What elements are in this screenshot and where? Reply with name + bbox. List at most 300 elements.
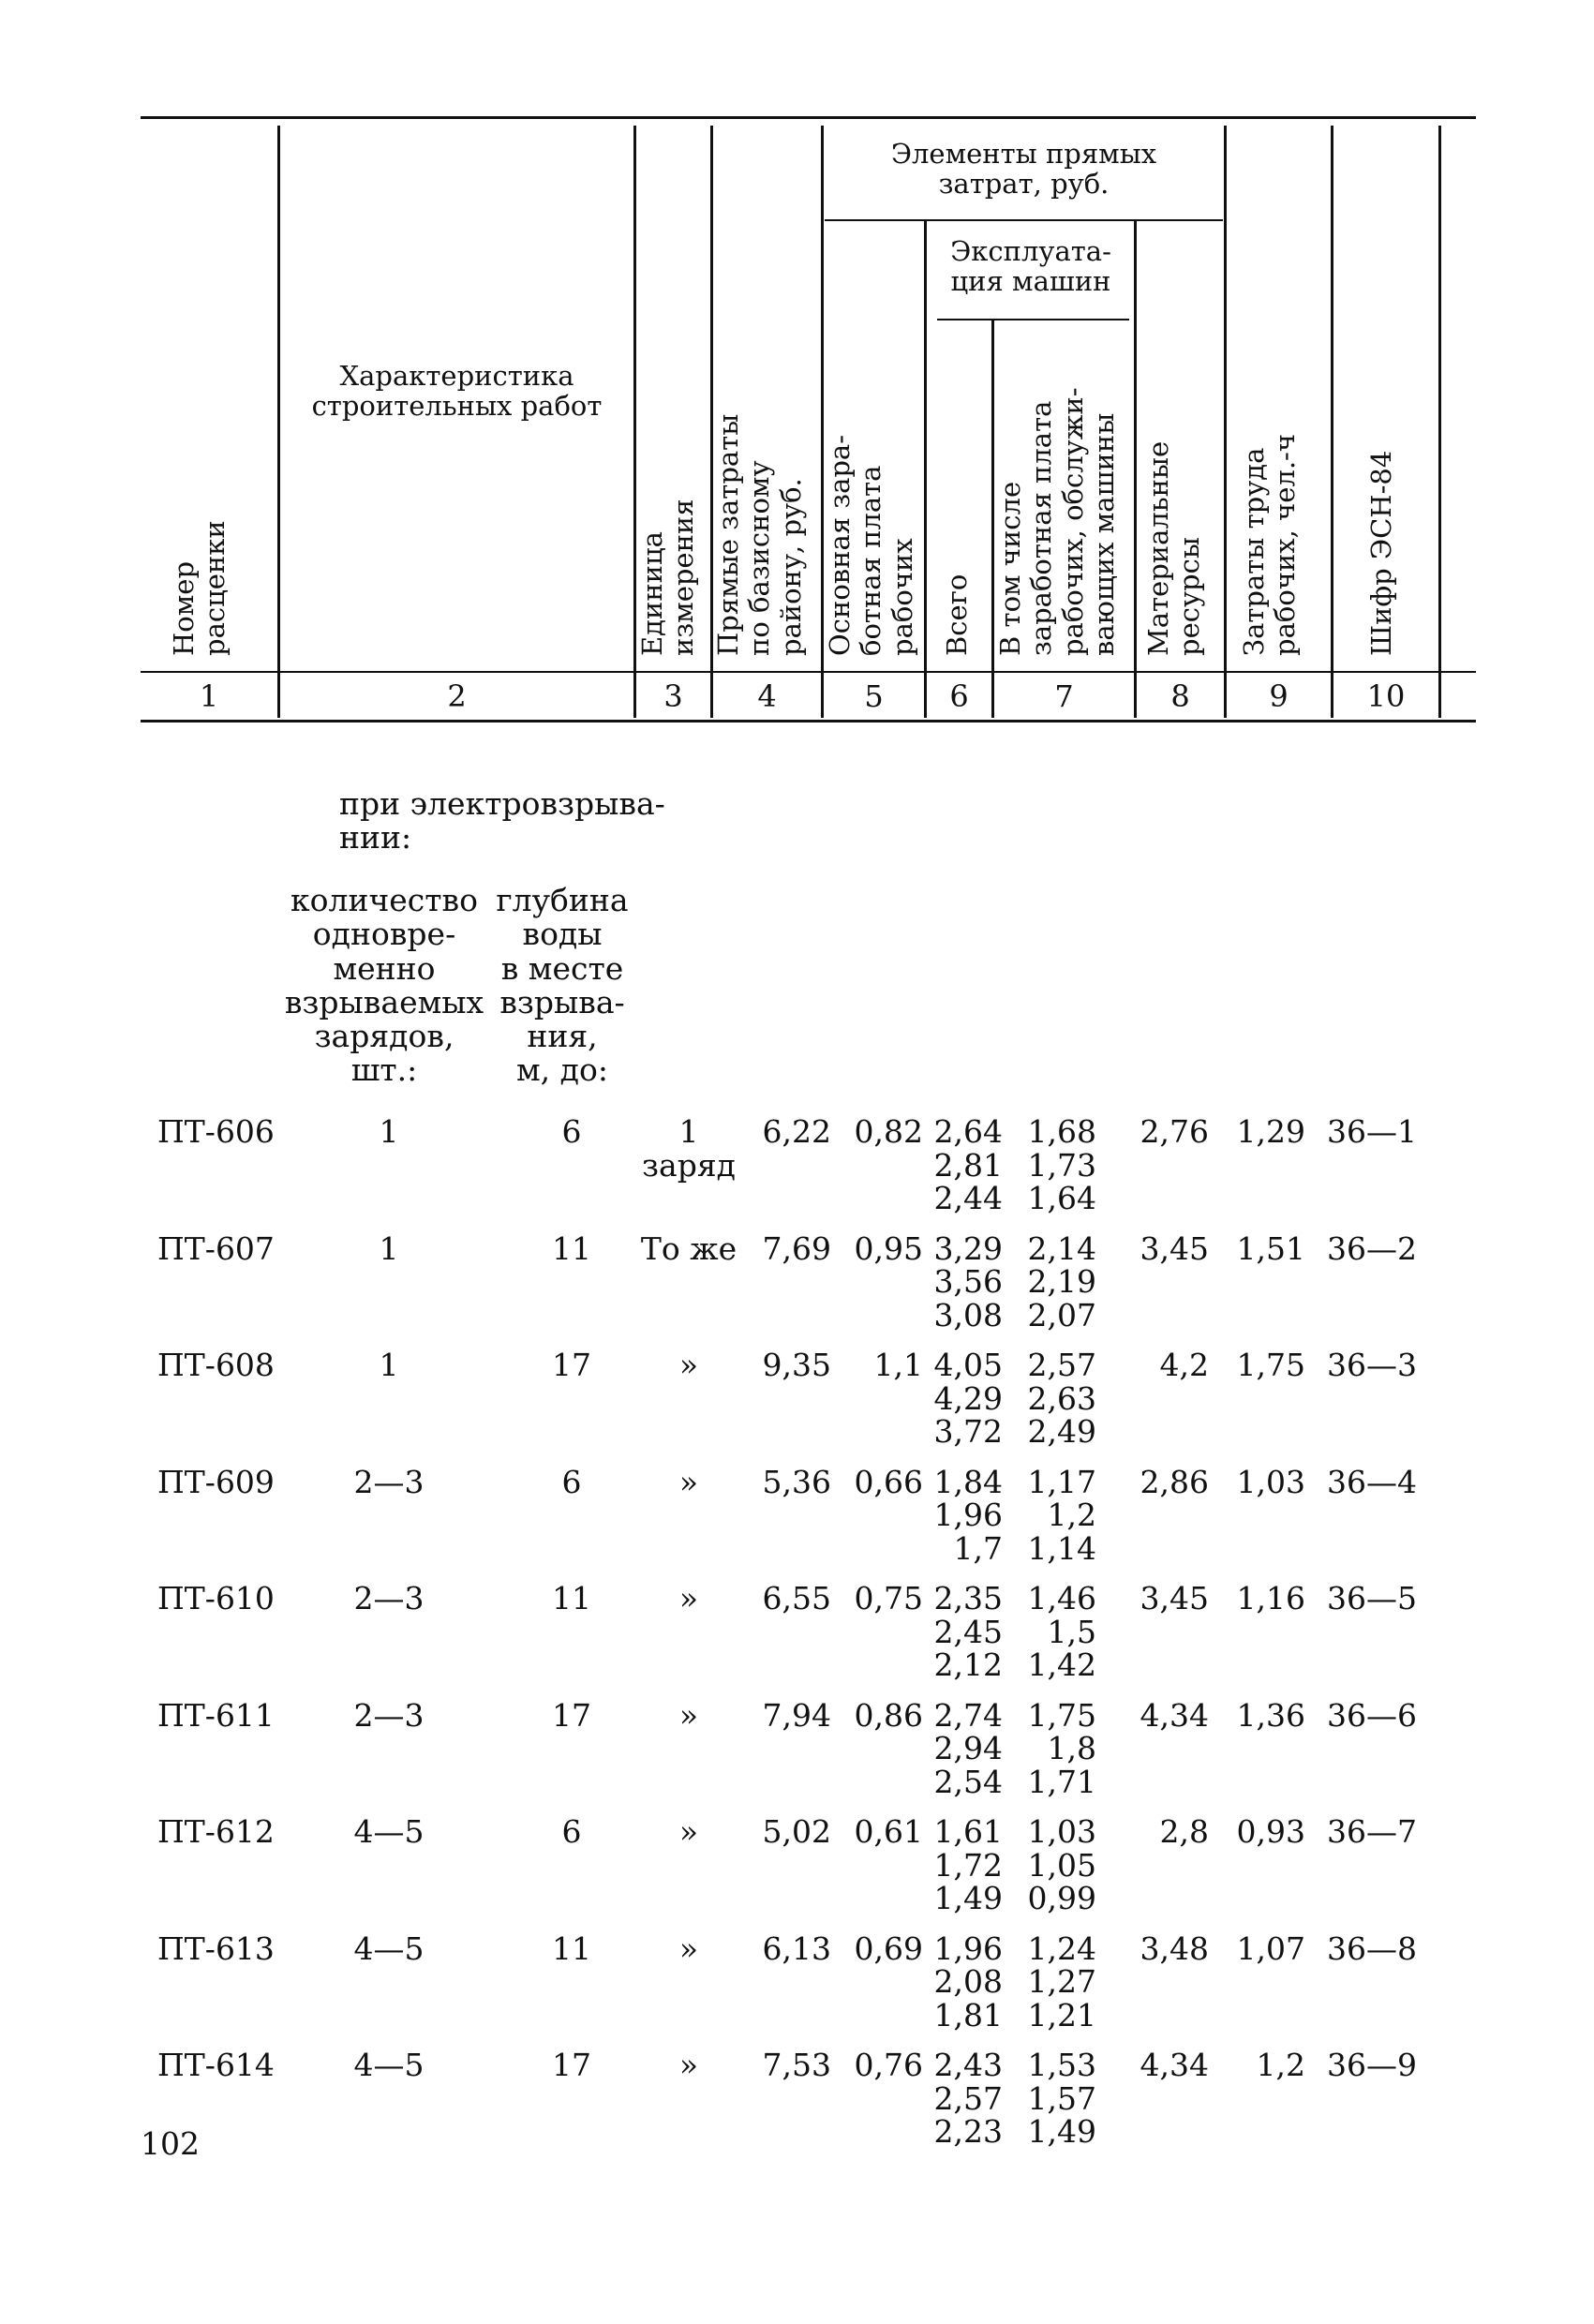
header-unit-line: измерения (667, 499, 700, 656)
cell-depth (525, 1696, 618, 1734)
cell-line: 1,03 (1236, 1463, 1305, 1500)
header-labor (1239, 434, 1302, 656)
intro-sub-line: м, до: (516, 1051, 608, 1089)
cell-depth (525, 1348, 618, 1382)
cell-line: 1,36 (1236, 1696, 1305, 1734)
cell-direct (745, 1463, 831, 1500)
cell-line: 11 (552, 1580, 591, 1616)
cell-labor (1216, 1815, 1305, 1849)
cell-wage (839, 1696, 923, 1734)
cell-unit (637, 1696, 740, 1734)
column-number: 5 (864, 678, 884, 714)
cell-line: 6,22 (762, 1113, 831, 1150)
column-number: 7 (1054, 678, 1074, 714)
cell-line: ПТ-614 (157, 2047, 275, 2083)
intro-sub-line: одновре- (312, 916, 456, 953)
header-machine-operation-line: Эксплуата- (950, 235, 1111, 267)
cell-mat (1120, 1115, 1209, 1149)
cell-direct (745, 1115, 831, 1149)
cell-wage (839, 1582, 923, 1616)
header-machine-operator-wage-line: вающих машины (1088, 412, 1121, 656)
cell-line: 36—3 (1327, 1347, 1417, 1383)
cell-line: 3,45 (1140, 1580, 1209, 1616)
table-top-rule (141, 116, 1476, 119)
cell-depth (525, 1582, 618, 1616)
intro-charges-count (281, 884, 487, 1088)
cell-mwage (1017, 2048, 1096, 2149)
cell-line: 2,23 (933, 2113, 1003, 2151)
cell-line: 2,43 (933, 2047, 1003, 2083)
cell-line: 1,71 (1027, 1763, 1096, 1800)
cell-qty (319, 2048, 459, 2082)
cell-total (928, 1115, 1003, 1215)
col-divider-8 (1224, 126, 1227, 718)
header-direct-elements-line: Элементы прямых (890, 138, 1157, 170)
header-esn-code-line: Шифр ЭСН-84 (1365, 450, 1397, 656)
cell-line: 0,75 (854, 1580, 923, 1616)
column-number: 4 (757, 678, 777, 714)
cell-line: 9,35 (762, 1347, 831, 1383)
header-direct-elements-line: затрат, руб. (938, 168, 1110, 201)
cell-direct (745, 1815, 831, 1849)
cell-qty (319, 1582, 459, 1616)
col-divider-5 (924, 221, 927, 718)
cell-line: ПТ-607 (157, 1229, 275, 1267)
cell-direct (745, 1582, 831, 1616)
cell-line: 36—2 (1327, 1229, 1417, 1267)
cell-line: 2,74 (933, 1696, 1003, 1734)
numbers-bottom-rule (141, 720, 1476, 723)
intro-sub-line: взрываемых (284, 983, 484, 1020)
header-base-wage (825, 435, 918, 656)
cell-line: 2,07 (1027, 1296, 1096, 1333)
cell-line: 1,51 (1236, 1229, 1305, 1267)
intro-sub-line: шт.: (350, 1051, 418, 1089)
cell-mat (1120, 2048, 1209, 2082)
cell-esn (1304, 1348, 1417, 1382)
col-divider-7 (1134, 221, 1137, 718)
cell-line: 0,95 (854, 1229, 923, 1267)
cell-direct (745, 1348, 831, 1382)
cell-line: 36—5 (1327, 1580, 1417, 1616)
cell-line: 1,73 (1027, 1146, 1096, 1184)
cell-line: 1,27 (1027, 1963, 1096, 2001)
header-direct-costs-line: району, руб. (774, 478, 807, 656)
header-esn-code (1366, 451, 1397, 656)
cell-unit (637, 1929, 740, 1967)
cell-direct (745, 2048, 831, 2082)
cell-line: 1,7 (953, 1529, 1003, 1567)
cell-mwage (1017, 1115, 1096, 1215)
cell-line: ПТ-609 (157, 1463, 275, 1500)
cell-line: 2,54 (933, 1763, 1003, 1800)
intro-line: нии: (339, 819, 412, 857)
cell-line: » (678, 2047, 699, 2083)
cell-line: 2,86 (1140, 1463, 1209, 1500)
cell-qty (319, 1229, 459, 1267)
intro-sub-line: воды (522, 916, 603, 953)
cell-wage (839, 1929, 923, 1967)
cell-line: 1,07 (1236, 1929, 1305, 1967)
cell-esn (1304, 1229, 1417, 1267)
cell-mat (1120, 1929, 1209, 1967)
cell-line: 2,19 (1027, 1263, 1096, 1301)
cell-qty (319, 1348, 459, 1382)
cell-labor (1216, 1463, 1305, 1500)
cell-mwage (1017, 1229, 1096, 1333)
cell-unit (637, 1348, 740, 1382)
cell-code (157, 1229, 289, 1267)
cell-total (928, 2048, 1003, 2149)
cell-esn (1304, 1115, 1417, 1149)
cell-code (157, 1348, 289, 1382)
header-machine-operation (930, 236, 1132, 297)
column-number: 1 (199, 678, 219, 714)
cell-line: 2,44 (933, 1180, 1003, 1217)
cell-esn (1304, 1696, 1417, 1734)
cell-direct (745, 1929, 831, 1967)
cell-mat (1120, 1582, 1209, 1616)
cell-line: 4—5 (353, 1929, 425, 1967)
column-number: 8 (1170, 678, 1190, 714)
header-direct-costs-line: Прямые затраты (712, 413, 744, 656)
cell-esn (1304, 2048, 1417, 2082)
cell-mat (1120, 1463, 1209, 1500)
cell-esn (1304, 1929, 1417, 1967)
cell-line: 0,99 (1027, 1880, 1096, 1917)
header-machines-total-line: Всего (941, 574, 973, 656)
header-characteristics (281, 361, 633, 422)
intro-line: при электровзрыва- (339, 785, 665, 822)
cell-line: 1,2 (1047, 1497, 1096, 1534)
cell-line: 6,55 (762, 1580, 831, 1616)
header-labor-line: Затраты труда (1238, 447, 1270, 656)
cell-line: 2,81 (933, 1146, 1003, 1184)
cell-line: ПТ-613 (157, 1929, 275, 1967)
cell-line: 2,12 (933, 1646, 1003, 1684)
cell-line: » (678, 1696, 699, 1734)
cell-line: 6 (561, 1463, 582, 1500)
cell-line: 2—3 (353, 1580, 425, 1616)
cell-depth (525, 1229, 618, 1267)
cell-line: 1,96 (933, 1497, 1003, 1534)
column-number: 6 (949, 678, 969, 714)
cell-line: 2,8 (1159, 1813, 1209, 1850)
cell-line: 0,66 (854, 1463, 923, 1500)
cell-line: 0,69 (854, 1929, 923, 1967)
cell-line: 2,57 (933, 2079, 1003, 2117)
cell-total (928, 1582, 1003, 1682)
cell-line: 2—3 (353, 1696, 425, 1734)
cell-wage (839, 1229, 923, 1267)
cell-unit (637, 1115, 740, 1182)
cell-line: 5,36 (762, 1463, 831, 1500)
cell-line: 17 (552, 2047, 591, 2083)
cell-line: 1,96 (933, 1929, 1003, 1967)
intro-sub-line: менно (333, 949, 436, 987)
cell-line: 1,42 (1027, 1646, 1096, 1684)
cell-line: ПТ-612 (157, 1813, 275, 1850)
cell-line: 2,35 (933, 1580, 1003, 1616)
cell-code (157, 1929, 289, 1967)
cell-wage (839, 1115, 923, 1149)
cell-line: 36—8 (1327, 1929, 1417, 1967)
cell-line: 4,34 (1140, 1696, 1209, 1734)
header-unit (637, 499, 700, 656)
cell-mat (1120, 1348, 1209, 1382)
cell-line: 2,94 (933, 1730, 1003, 1767)
cell-line: 1 (678, 1113, 699, 1150)
column-number: 10 (1366, 678, 1406, 714)
page-number: 102 (141, 2125, 200, 2162)
cell-line: 3,48 (1140, 1929, 1209, 1967)
cell-esn (1304, 1463, 1417, 1500)
intro-sub-line: глубина (496, 882, 629, 918)
cell-labor (1216, 2048, 1305, 2082)
cell-wage (839, 1463, 923, 1500)
cell-line: 1,21 (1027, 1996, 1096, 2034)
cell-line: 1,75 (1027, 1696, 1096, 1734)
cell-line: 2,57 (1027, 1347, 1096, 1383)
col-divider-9 (1331, 126, 1333, 718)
cell-mat (1120, 1815, 1209, 1849)
cell-line: 6 (561, 1813, 582, 1850)
cell-direct (745, 1229, 831, 1267)
cell-line: 4,34 (1140, 2047, 1209, 2083)
column-number: 3 (663, 678, 683, 714)
cell-line: 1,46 (1027, 1580, 1096, 1616)
intro-sub-line: в месте (500, 949, 624, 987)
cell-line: ПТ-608 (157, 1347, 275, 1383)
cell-line: 1,14 (1027, 1529, 1096, 1567)
cell-mat (1120, 1696, 1209, 1734)
cell-line: 2,64 (933, 1113, 1003, 1150)
column-number: 2 (447, 678, 467, 714)
header-direct-elements (825, 139, 1223, 200)
cell-qty (319, 1115, 459, 1149)
header-base-wage-line: рабочих (886, 538, 918, 656)
cell-line: 1,17 (1027, 1463, 1096, 1500)
cell-line: 0,76 (854, 2047, 923, 2083)
cell-mwage (1017, 1929, 1096, 2034)
intro-sub-line: зарядов, (314, 1018, 454, 1055)
intro-sub-line: количество (290, 882, 478, 918)
cell-line: 2,45 (933, 1613, 1003, 1650)
cell-line: 36—4 (1327, 1463, 1417, 1500)
cell-line: 1,05 (1027, 1846, 1096, 1884)
cell-line: 2,49 (1027, 1413, 1096, 1451)
header-base-wage-line: ботная плата (855, 465, 887, 656)
cell-line: 1,75 (1236, 1347, 1305, 1383)
cell-unit (637, 1815, 740, 1849)
cell-line: 1,5 (1047, 1613, 1096, 1650)
cell-line: » (678, 1813, 699, 1850)
cell-line: 1,1 (873, 1347, 923, 1383)
cell-unit (637, 1582, 740, 1616)
cell-code (157, 1463, 289, 1500)
cell-depth (525, 1115, 618, 1149)
cell-line: То же (640, 1229, 737, 1267)
cell-wage (839, 2048, 923, 2082)
cell-line: 0,86 (854, 1696, 923, 1734)
cell-line: 36—1 (1327, 1113, 1417, 1150)
header-rate-number-line: Номер (168, 560, 200, 656)
cell-line: 1 (379, 1229, 399, 1267)
cell-line: 5,02 (762, 1813, 831, 1850)
cell-unit (637, 2048, 740, 2082)
cell-labor (1216, 1229, 1305, 1267)
cell-line: 2,14 (1027, 1229, 1096, 1267)
cell-code (157, 1115, 289, 1149)
cell-line: 2,76 (1140, 1113, 1209, 1150)
cell-line: 3,56 (933, 1263, 1003, 1301)
cell-line: 4—5 (353, 2047, 425, 2083)
cell-line: ПТ-610 (157, 1580, 275, 1616)
header-materials-line: ресурсы (1173, 537, 1206, 656)
header-base-wage-line: Основная зара- (824, 434, 856, 656)
cell-line: 1,84 (933, 1463, 1003, 1500)
cell-wage (839, 1348, 923, 1382)
cell-line: 3,45 (1140, 1229, 1209, 1267)
cell-line: 4—5 (353, 1813, 425, 1850)
header-rate-number-line: расценки (199, 520, 231, 656)
cell-code (157, 1696, 289, 1734)
header-machine-operator-wage (995, 387, 1120, 656)
intro-sub-line: ния, (527, 1018, 598, 1055)
cell-line: 1,81 (933, 1996, 1003, 2034)
cell-esn (1304, 1582, 1417, 1616)
cell-line: 1,16 (1236, 1580, 1305, 1616)
cell-line: 36—9 (1327, 2047, 1417, 2083)
header-labor-line: рабочих, чел.-ч (1269, 433, 1302, 656)
cell-labor (1216, 1115, 1305, 1149)
cell-line: 1,61 (933, 1813, 1003, 1850)
cell-line: 4,05 (933, 1347, 1003, 1383)
cell-total (928, 1229, 1003, 1333)
cell-mwage (1017, 1348, 1096, 1449)
cell-qty (319, 1929, 459, 1967)
cell-line: 0,61 (854, 1813, 923, 1850)
cell-line: 3,29 (933, 1229, 1003, 1267)
cell-total (928, 1929, 1003, 2034)
intro-water-depth (487, 884, 637, 1088)
header-direct-costs (713, 414, 807, 656)
cell-depth (525, 1463, 618, 1500)
header-direct-costs-line: по базисному (743, 460, 776, 656)
cell-line: 17 (552, 1696, 591, 1734)
column-number: 9 (1269, 678, 1289, 714)
cell-wage (839, 1815, 923, 1849)
cell-code (157, 2048, 289, 2082)
cell-line: » (678, 1929, 699, 1967)
cell-line: 1,64 (1027, 1180, 1096, 1217)
cell-line: » (678, 1580, 699, 1616)
header-characteristics-line: строительных работ (311, 390, 603, 423)
cell-direct (745, 1696, 831, 1734)
cell-labor (1216, 1929, 1305, 1967)
cell-depth (525, 2048, 618, 2082)
cell-line: 36—6 (1327, 1696, 1417, 1734)
header-machine-operator-wage-line: В том числе (994, 481, 1026, 656)
cell-line: 1,68 (1027, 1113, 1096, 1150)
cell-line: » (678, 1463, 699, 1500)
cell-qty (319, 1696, 459, 1734)
cell-line: 1,8 (1047, 1730, 1096, 1767)
cell-unit (637, 1463, 740, 1500)
cell-line: 1 (379, 1347, 399, 1383)
cell-line: 1,2 (1256, 2047, 1305, 2083)
cell-mwage (1017, 1696, 1096, 1800)
intro-sub-line: взрыва- (499, 983, 625, 1020)
cell-line: 1,72 (933, 1846, 1003, 1884)
machines-group-rule (937, 319, 1129, 320)
header-unit-line: Единица (636, 531, 668, 656)
header-materials (1143, 441, 1206, 656)
cell-line: 4,2 (1159, 1347, 1209, 1383)
header-machine-operator-wage-line: рабочих, обслужи- (1056, 387, 1089, 656)
cell-line: 3,72 (933, 1413, 1003, 1451)
cell-line: 1,03 (1027, 1813, 1096, 1850)
cell-line: 7,69 (762, 1229, 831, 1267)
header-materials-line: Материальные (1142, 440, 1174, 656)
cell-line: 4,29 (933, 1379, 1003, 1417)
cell-mwage (1017, 1815, 1096, 1915)
cell-line: 1,57 (1027, 2079, 1096, 2117)
cell-line: 6 (561, 1113, 582, 1150)
cell-total (928, 1463, 1003, 1567)
cell-line: 1,24 (1027, 1929, 1096, 1967)
cell-line: 2—3 (353, 1463, 425, 1500)
header-bottom-rule (141, 671, 1476, 673)
header-characteristics-line: Характеристика (339, 360, 574, 392)
cell-line: 1,49 (1027, 2113, 1096, 2151)
cell-qty (319, 1463, 459, 1500)
cell-depth (525, 1929, 618, 1967)
cell-line: 36—7 (1327, 1813, 1417, 1850)
cell-mwage (1017, 1463, 1096, 1567)
cell-line: 1 (379, 1113, 399, 1150)
cell-line: 2,63 (1027, 1379, 1096, 1417)
cell-line: 11 (552, 1929, 591, 1967)
header-machine-operation-line: ция машин (950, 265, 1111, 298)
intro-text (339, 787, 665, 856)
cell-line: 7,94 (762, 1696, 831, 1734)
header-machine-operator-wage-line: заработная плата (1025, 400, 1058, 656)
cell-depth (525, 1815, 618, 1849)
header-rate-number (169, 520, 231, 656)
cell-line: ПТ-606 (157, 1113, 275, 1150)
cell-line: 17 (552, 1347, 591, 1383)
cell-line: 0,93 (1236, 1813, 1305, 1850)
cell-line: 7,53 (762, 2047, 831, 2083)
cell-labor (1216, 1348, 1305, 1382)
cell-line: 11 (552, 1229, 591, 1267)
cell-esn (1304, 1815, 1417, 1849)
cell-code (157, 1815, 289, 1849)
cell-line: 3,08 (933, 1296, 1003, 1333)
cell-line: » (678, 1347, 699, 1383)
cell-line: 6,13 (762, 1929, 831, 1967)
cell-total (928, 1696, 1003, 1800)
cell-unit (637, 1229, 740, 1267)
cell-line: 2,08 (933, 1963, 1003, 2001)
cell-labor (1216, 1582, 1305, 1616)
cell-line: 1,49 (933, 1880, 1003, 1917)
col-divider-10 (1438, 126, 1441, 718)
cell-total (928, 1348, 1003, 1449)
cell-total (928, 1815, 1003, 1915)
cell-code (157, 1582, 289, 1616)
